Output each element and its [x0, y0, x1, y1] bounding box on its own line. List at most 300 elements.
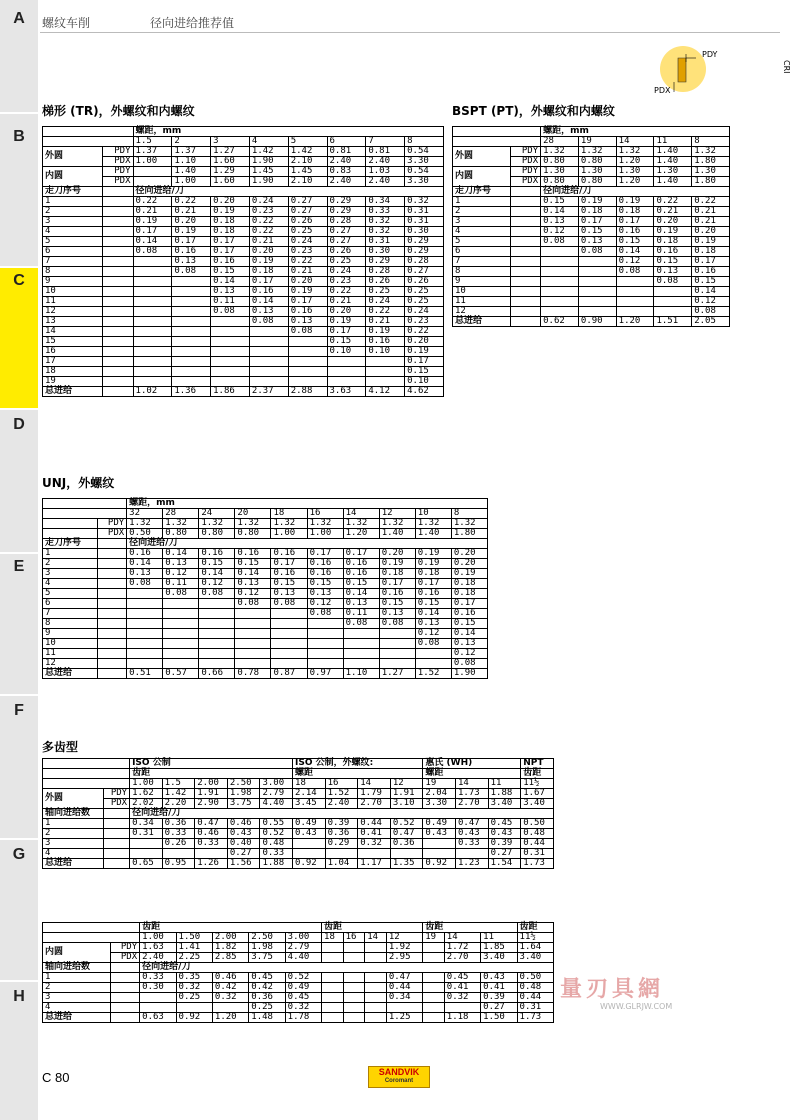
total-value: 1.52 [415, 669, 451, 679]
table-cell: 1.73 [456, 789, 489, 799]
pitch-value: 28 [541, 137, 579, 147]
table-cell [43, 759, 130, 769]
pitch-value: 8 [692, 137, 730, 147]
table-cell [43, 499, 127, 509]
table-cell [98, 549, 127, 559]
total-value: 2.88 [288, 387, 327, 397]
total-value: 0.51 [127, 669, 163, 679]
total-value: 1.73 [517, 1013, 553, 1023]
table-cell: 0.34 [130, 819, 163, 829]
table-cell [616, 297, 654, 307]
table-cell: 0.33 [162, 829, 195, 839]
pass-row [43, 317, 444, 327]
pass-row [43, 849, 554, 859]
table-cell: 0.15 [405, 367, 444, 377]
table-cell [322, 953, 344, 963]
table-cell [104, 819, 130, 829]
table-cell: 0.48 [521, 829, 554, 839]
table-cell [288, 337, 327, 347]
total-value: 1.04 [325, 859, 358, 869]
table-cell: 0.08 [288, 327, 327, 337]
table-cell [423, 973, 445, 983]
pass-row [453, 217, 730, 227]
table-cell: 1.20 [616, 157, 654, 167]
tab-b[interactable]: B [13, 128, 25, 145]
pass-row [43, 307, 444, 317]
table-cell: 0.13 [343, 599, 379, 609]
table-cell: 0.46 [227, 819, 260, 829]
table-cell: 0.08 [379, 619, 415, 629]
table-cell: 0.19 [616, 197, 654, 207]
table-cell: 0.16 [307, 569, 343, 579]
total-label: 总进给 [43, 859, 104, 869]
table-cell: 0.43 [481, 973, 517, 983]
table-cell: 1.40 [172, 167, 211, 177]
table-cell [249, 337, 288, 347]
table-cell [235, 609, 271, 619]
table-cell [511, 217, 541, 227]
table-cell [172, 277, 211, 287]
pdx-outer-row [43, 157, 444, 167]
table-cell [271, 629, 307, 639]
tab-e[interactable]: E [13, 558, 25, 575]
pitch-value: 2.50 [227, 779, 260, 789]
pass-row [453, 257, 730, 267]
table-cell: 0.15 [541, 197, 579, 207]
table-cell [271, 639, 307, 649]
table-cell [43, 923, 140, 933]
table-cell [102, 267, 133, 277]
tr-title: 梯形 (TR)，外螺纹和内螺纹 [42, 104, 195, 118]
table-cell [327, 377, 366, 387]
table-cell: 2.85 [212, 953, 248, 963]
table-cell: 0.33 [456, 839, 489, 849]
pass-number: 1 [43, 549, 98, 559]
table-cell [578, 277, 616, 287]
table-cell: 0.29 [325, 839, 358, 849]
table-cell: 0.29 [405, 247, 444, 257]
table-cell [578, 307, 616, 317]
pass-row [43, 207, 444, 217]
table-cell [199, 619, 235, 629]
total-value: 0.90 [578, 317, 616, 327]
pitch-value: 2 [172, 137, 211, 147]
table-cell [111, 993, 140, 1003]
table-cell: 0.28 [366, 267, 405, 277]
table-cell [98, 659, 127, 669]
logo-brand: SANDVIK [378, 1067, 420, 1077]
table-cell: 0.14 [343, 589, 379, 599]
pass-row [43, 197, 444, 207]
table-cell: 3.40 [517, 953, 553, 963]
table-cell: 0.21 [327, 297, 366, 307]
table-cell [172, 357, 211, 367]
table-cell: 0.47 [456, 819, 489, 829]
table-cell: 0.08 [307, 609, 343, 619]
table-cell: 0.28 [327, 217, 366, 227]
table-cell: 0.08 [616, 267, 654, 277]
pass-row [43, 287, 444, 297]
table-cell: 0.20 [379, 549, 415, 559]
pass-number: 3 [43, 217, 103, 227]
tab-a[interactable]: A [13, 10, 25, 27]
tab-c[interactable]: C [13, 272, 25, 289]
table-cell: 1.98 [249, 943, 285, 953]
table-cell [288, 377, 327, 387]
pitch-value: 5 [288, 137, 327, 147]
tab-g[interactable]: G [12, 846, 26, 863]
table-cell: 0.45 [444, 973, 480, 983]
table-cell [127, 619, 163, 629]
table-cell: 0.19 [288, 287, 327, 297]
table-cell [130, 839, 163, 849]
table-cell [322, 993, 344, 1003]
pitch-value: 12 [386, 933, 422, 943]
table-cell: 0.22 [133, 197, 172, 207]
table-cell: 0.22 [288, 257, 327, 267]
tab-d[interactable]: D [13, 416, 25, 433]
total-value: 1.36 [172, 387, 211, 397]
total-value: 4.12 [366, 387, 405, 397]
table-cell [176, 1003, 212, 1013]
table-cell [212, 1003, 248, 1013]
pitch-value: 16 [307, 509, 343, 519]
pass-number: 8 [43, 619, 98, 629]
table-cell [578, 257, 616, 267]
pass-number: 18 [43, 367, 103, 377]
table-cell: 0.17 [451, 599, 487, 609]
table-cell: 0.17 [343, 549, 379, 559]
table-cell: 0.24 [327, 267, 366, 277]
unj-feed-table [42, 498, 488, 679]
table-cell [343, 1003, 365, 1013]
table-cell: 3.30 [423, 799, 456, 809]
table-cell: 2.95 [386, 953, 422, 963]
table-cell [541, 277, 579, 287]
table-cell [172, 287, 211, 297]
table-cell [163, 619, 199, 629]
table-cell: 0.14 [415, 609, 451, 619]
table-cell: 0.36 [325, 829, 358, 839]
table-cell: 0.43 [456, 829, 489, 839]
table-cell: 0.14 [692, 287, 730, 297]
pitch-value: 19 [578, 137, 616, 147]
table-cell [102, 387, 133, 397]
pass-number: 12 [453, 307, 511, 317]
pitch-label-row [453, 127, 730, 137]
total-value: 0.87 [271, 669, 307, 679]
table-cell: 0.15 [616, 237, 654, 247]
table-cell [343, 953, 365, 963]
thread-profile-diagram-icon [654, 46, 718, 95]
table-cell [163, 659, 199, 669]
table-cell: 0.43 [423, 829, 456, 839]
pass-number: 1 [43, 819, 104, 829]
pitch-value: 12 [390, 779, 423, 789]
table-cell: 0.15 [379, 599, 415, 609]
table-cell: 0.13 [211, 287, 250, 297]
pitch-value: 8 [405, 137, 444, 147]
table-cell: 0.48 [517, 983, 553, 993]
table-cell: 0.41 [481, 983, 517, 993]
table-cell: 0.27 [327, 237, 366, 247]
table-cell: 0.32 [212, 993, 248, 1003]
table-cell: 0.08 [211, 307, 250, 317]
total-value: 4.62 [405, 387, 444, 397]
table-cell: 0.12 [235, 589, 271, 599]
table-cell: 1.32 [199, 519, 235, 529]
table-cell: 0.22 [366, 307, 405, 317]
table-cell [104, 849, 130, 859]
table-cell [307, 649, 343, 659]
table-cell: 0.17 [133, 227, 172, 237]
subhead-label: 螺距 [423, 769, 521, 779]
pass-row [43, 649, 488, 659]
pass-number: 1 [43, 197, 103, 207]
tab-divider [0, 980, 38, 982]
table-cell: 0.50 [517, 973, 553, 983]
table-cell: 0.08 [249, 317, 288, 327]
table-cell [327, 367, 366, 377]
table-cell [102, 307, 133, 317]
subhead-label: 齿距 [517, 923, 553, 933]
table-cell: 0.08 [415, 639, 451, 649]
table-cell: 0.18 [654, 237, 692, 247]
table-cell: 0.49 [423, 819, 456, 829]
pitch-value: 2.00 [212, 933, 248, 943]
table-cell: 0.32 [366, 227, 405, 237]
pass-row [43, 559, 488, 569]
pass-row [453, 297, 730, 307]
table-cell [343, 993, 365, 1003]
table-cell: 0.49 [285, 983, 321, 993]
table-cell: 1.32 [415, 519, 451, 529]
pdy-row [43, 519, 488, 529]
table-cell [102, 207, 133, 217]
total-label: 总进给 [43, 387, 103, 397]
table-cell [249, 327, 288, 337]
bspt-feed-table [452, 126, 730, 327]
table-cell [541, 257, 579, 267]
total-value: 1.73 [521, 859, 554, 869]
table-cell [423, 983, 445, 993]
table-cell [511, 247, 541, 257]
pitch-value: 14 [358, 779, 391, 789]
tab-h[interactable]: H [13, 988, 25, 1005]
table-cell: 2.02 [130, 799, 163, 809]
table-cell [98, 639, 127, 649]
table-cell: 3.30 [405, 177, 444, 187]
table-cell [163, 639, 199, 649]
table-cell [616, 307, 654, 317]
pass-number: 14 [43, 327, 103, 337]
total-value: 1.26 [195, 859, 228, 869]
pitch-value: 11 [481, 933, 517, 943]
table-cell: 1.90 [249, 157, 288, 167]
table-cell [541, 307, 579, 317]
pass-number: 10 [453, 287, 511, 297]
pass-row [43, 337, 444, 347]
header-rule [40, 32, 780, 33]
pass-number: 7 [43, 609, 98, 619]
table-cell [307, 629, 343, 639]
table-cell: 0.08 [199, 589, 235, 599]
table-cell: 0.20 [451, 549, 487, 559]
table-cell [127, 609, 163, 619]
table-cell: 0.50 [521, 819, 554, 829]
table-cell: 1.41 [176, 943, 212, 953]
feed-label: 径向进给/刀 [127, 539, 488, 549]
pass-number: 5 [453, 237, 511, 247]
page-number: C 80 [42, 1070, 70, 1085]
pass-row [43, 217, 444, 227]
table-cell: 1.32 [271, 519, 307, 529]
side-code: CRI [782, 60, 791, 74]
table-cell [379, 629, 415, 639]
table-cell: 0.43 [293, 829, 326, 839]
pitch-value: 24 [199, 509, 235, 519]
pitch-value: 14 [456, 779, 489, 789]
table-cell [456, 849, 489, 859]
table-cell: 0.15 [654, 257, 692, 267]
table-cell: 0.13 [451, 639, 487, 649]
table-cell [541, 247, 579, 257]
table-cell: 1.03 [366, 167, 405, 177]
table-cell: 0.22 [692, 197, 730, 207]
table-cell: 0.13 [541, 217, 579, 227]
pitch-label: 螺距，mm [541, 127, 730, 137]
pass-number: 8 [453, 267, 511, 277]
pass-number: 19 [43, 377, 103, 387]
pdy-row [43, 789, 554, 799]
table-cell: 0.18 [211, 217, 250, 227]
table-cell: 1.32 [307, 519, 343, 529]
table-cell: 0.23 [405, 317, 444, 327]
table-cell [366, 377, 405, 387]
table-cell: 0.80 [578, 177, 616, 187]
pitch-value: 12 [379, 509, 415, 519]
pass-row [43, 367, 444, 377]
pdx-label: PDX [654, 86, 671, 95]
table-cell: 0.11 [211, 297, 250, 307]
pass-row [453, 277, 730, 287]
table-cell [98, 669, 127, 679]
table-cell: 0.32 [405, 197, 444, 207]
table-cell [211, 377, 250, 387]
table-cell: 0.19 [692, 237, 730, 247]
pass-row [43, 639, 488, 649]
table-cell: 0.15 [211, 267, 250, 277]
table-cell: 0.44 [358, 819, 391, 829]
table-cell: 0.13 [415, 619, 451, 629]
pdx-label: PDX [511, 177, 541, 187]
table-cell [133, 177, 172, 187]
table-cell [616, 287, 654, 297]
pitch-label: 螺距，mm [133, 127, 443, 137]
table-cell: 0.45 [249, 973, 285, 983]
table-cell: 0.19 [327, 317, 366, 327]
subhead-label: 齿距 [521, 769, 554, 779]
table-cell: 0.33 [366, 207, 405, 217]
table-cell [195, 849, 228, 859]
pass-number: 7 [43, 257, 103, 267]
table-cell: 1.32 [541, 147, 579, 157]
table-cell [578, 267, 616, 277]
table-cell [98, 619, 127, 629]
table-cell: 0.18 [415, 569, 451, 579]
table-cell: 0.42 [212, 983, 248, 993]
table-cell: 0.48 [260, 839, 293, 849]
table-cell: 0.22 [327, 287, 366, 297]
table-cell [453, 127, 541, 137]
total-value: 1.54 [488, 859, 521, 869]
table-cell: 1.32 [343, 519, 379, 529]
total-row [43, 859, 554, 869]
pass-label: 轴向进给数 [43, 809, 104, 819]
table-cell [43, 779, 130, 789]
table-cell [111, 1003, 140, 1013]
table-cell [343, 943, 365, 953]
table-cell: 0.23 [327, 277, 366, 287]
total-value: 1.56 [227, 859, 260, 869]
table-cell: 0.34 [386, 993, 422, 1003]
pass-row [43, 589, 488, 599]
side-label: 外圆 [43, 789, 104, 809]
total-value: 1.20 [616, 317, 654, 327]
table-cell: 0.16 [271, 569, 307, 579]
tab-f[interactable]: F [14, 702, 24, 719]
inner-label: 内圆 [43, 167, 103, 187]
multi-inner-table [42, 922, 554, 1023]
group-label: 惠氏 (WH) [423, 759, 521, 769]
table-cell: 0.24 [366, 297, 405, 307]
table-cell [127, 639, 163, 649]
table-cell [163, 599, 199, 609]
table-cell [211, 327, 250, 337]
table-cell: 0.17 [405, 357, 444, 367]
table-cell [172, 297, 211, 307]
pitch-value: 18 [293, 779, 326, 789]
pdy-label: PDY [702, 50, 718, 59]
pass-row [453, 197, 730, 207]
table-cell [343, 983, 365, 993]
table-cell [127, 599, 163, 609]
table-cell: 0.41 [444, 983, 480, 993]
table-cell [325, 849, 358, 859]
table-cell: 0.14 [451, 629, 487, 639]
pitch-label-row [43, 499, 488, 509]
pitch-value: 8 [451, 509, 487, 519]
table-cell [249, 357, 288, 367]
table-cell: 0.21 [366, 317, 405, 327]
table-cell: 1.37 [172, 147, 211, 157]
table-cell [322, 1003, 344, 1013]
table-cell [133, 307, 172, 317]
table-cell: 2.20 [162, 799, 195, 809]
total-value: 1.88 [260, 859, 293, 869]
table-cell: 1.40 [654, 177, 692, 187]
table-cell: 0.12 [199, 579, 235, 589]
table-cell: 0.22 [654, 197, 692, 207]
table-cell: 0.22 [172, 197, 211, 207]
table-cell [271, 609, 307, 619]
table-cell: 0.17 [307, 549, 343, 559]
table-cell: 0.36 [162, 819, 195, 829]
table-cell: 0.18 [616, 207, 654, 217]
pass-row [43, 579, 488, 589]
table-cell: 0.13 [249, 307, 288, 317]
table-cell [511, 237, 541, 247]
